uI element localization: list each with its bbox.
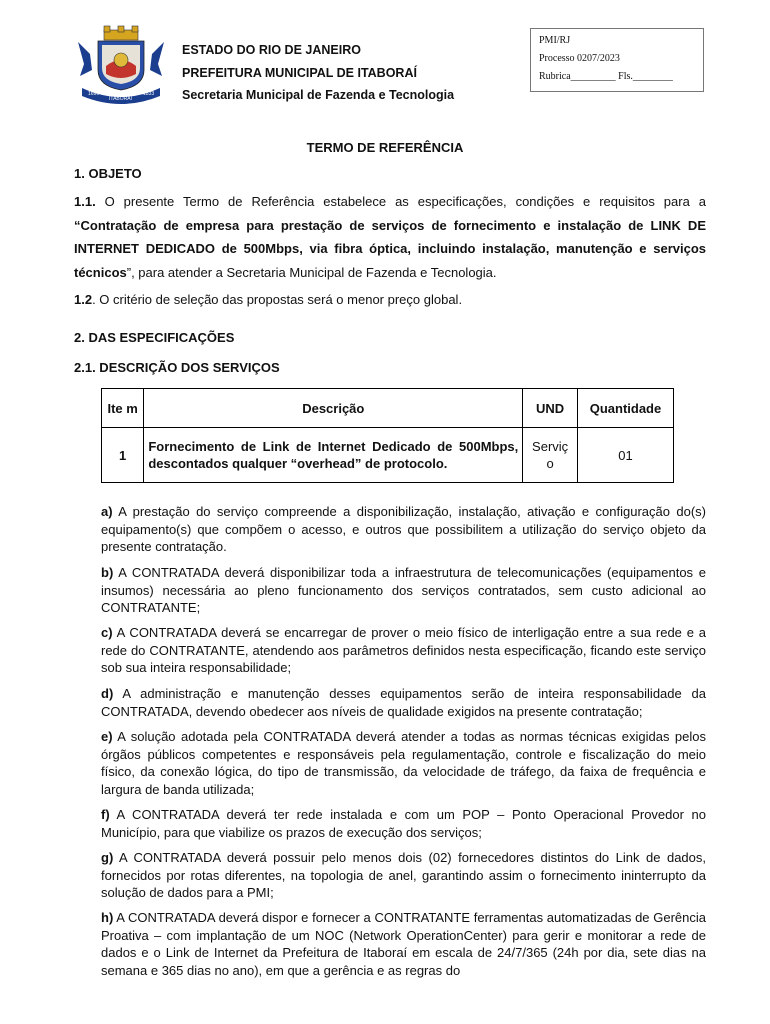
table-header-row (102, 389, 674, 428)
section-2-heading: 2. DAS ESPECIFICAÇÕES (74, 330, 235, 345)
list-item-label: b) (101, 565, 114, 580)
municipal-crest-logo (76, 24, 166, 104)
crest-year-left: 1696 (88, 91, 100, 97)
list-item-e (101, 728, 706, 798)
protocol-signature-line: Rubrica_________ Fls.________ (539, 71, 673, 82)
list-item-text: A CONTRATADA deverá possuir pelo menos dois (02) fornecedores distintos do Link de dados, fornecidos por rotas diferentes, na topologia de anel, garantindo assim o fornecimento ininterrupto da solução de dados para a PMI; (101, 850, 706, 900)
list-item-label: d) (101, 686, 114, 701)
col-header-quantity: Quantidade (577, 389, 673, 428)
paragraph-1-1-intro: O presente Termo de Referência estabelece as especificações, condições e requisitos para a (95, 194, 706, 209)
services-table (101, 388, 674, 483)
document-title: TERMO DE REFERÊNCIA (306, 140, 464, 155)
list-item-f (101, 806, 706, 841)
list-item-text: A administração e manutenção desses equipamentos serão de inteira responsabilidade da CONTRATADA, devendo obedecer aos níveis de qualidade exigidos na presente contratação; (101, 686, 706, 719)
paragraph-1-2-text: . O critério de seleção das propostas será o menor preço global. (92, 292, 463, 307)
list-item-text: A CONTRATADA deverá dispor e fornecer a CONTRATANTE ferramentas automatizadas de Gerência Proativa – com implantação de um NOC (Network OperationCenter) para gerir e monitorar a rede de dados e o Link de Internet da Prefeitura de Itaboraí em escala de 24/7/365 (24h por dia, sete dias na semana e 365 dias no ano), em que a gerência e as regras do (101, 910, 706, 978)
list-item-text: A CONTRATADA deverá disponibilizar toda a infraestrutura de telecomunicações (equipamentos e insumos) necessária ao pleno funcionamento dos serviços contratados, sem custo adicional ao CONTRATANTE; (101, 565, 706, 615)
table-row (102, 428, 674, 483)
cell-quantity: 01 (577, 428, 673, 483)
list-item-text: A solução adotada pela CONTRATADA deverá atender a todas as normas técnicas exigidas pelos órgãos públicos competentes e responsáveis pela regulamentação, controle e fiscalização do meio físico, da conexão lógica, do tipo de transmissão, da velocidade de tráfego, da faixa de frequência e largura de banda utilizada; (101, 729, 706, 797)
cell-description: Fornecimento de Link de Internet Dedicado de 500Mbps, descontados qualquer “overhead” de protocolo. (144, 428, 523, 483)
crest-year-right: 1833 (143, 91, 155, 97)
list-item-b (101, 564, 706, 617)
paragraph-1-2-number: 1.2 (74, 292, 93, 307)
list-item-c (101, 624, 706, 677)
col-header-unit: UND (523, 389, 578, 428)
list-item-label: c) (101, 625, 113, 640)
list-item-h (101, 909, 706, 979)
paragraph-1-1-object: “Contratação de empresa para prestação de serviços de fornecimento e instalação de LINK DE INTERNET DEDICADO de 500Mbps, via fibra óptica, incluindo instalação, manutenção e serviços técnicos (74, 217, 706, 280)
header-state: ESTADO DO RIO DE JANEIRO (182, 43, 361, 57)
section-2-1-number: 2.1 (74, 360, 93, 375)
list-item-d (101, 685, 706, 720)
section-2-1-title: . DESCRIÇÃO DOS SERVIÇOS (92, 360, 280, 375)
list-item-text: A prestação do serviço compreende a disponibilização, instalação, ativação e configuração do(s) equipamento(s) que compõem o acesso, e outros que possibilitem a utilização do serviço objeto da presente contratação. (101, 504, 706, 554)
list-item-text: A CONTRATADA deverá se encarregar de prover o meio físico de interligação entre a sua rede e a rede do CONTRATANTE, atendendo aos parâmetros definidos nesta especificação, ficando este serviço sob sua inteira responsabilidade; (101, 625, 706, 675)
list-item-a (101, 503, 706, 556)
cell-unit: Serviç o (523, 428, 578, 483)
list-item-label: g) (101, 850, 114, 865)
col-header-description: Descrição (144, 389, 523, 428)
cell-item: 1 (102, 428, 144, 483)
section-2-1-heading (74, 360, 280, 375)
list-item-label: f) (101, 807, 110, 822)
paragraph-1-1-end: ”, para atender a Secretaria Municipal de Fazenda e Tecnologia. (126, 264, 497, 280)
paragraph-1-1-number: 1.1. (74, 194, 96, 209)
list-item-label: e) (101, 729, 113, 744)
list-item-label: a) (101, 504, 113, 519)
paragraph-1-1 (74, 190, 706, 284)
list-item-g (101, 849, 706, 902)
paragraph-1-2 (74, 288, 706, 312)
protocol-stamp-box (530, 28, 704, 92)
list-item-text: A CONTRATADA deverá ter rede instalada e com um POP – Ponto Operacional Provedor no Município, para que viabilize os prazos de execução dos serviços; (101, 807, 706, 840)
crest-city-name: ITABORAÍ (109, 96, 132, 102)
header-secretariat: Secretaria Municipal de Fazenda e Tecnologia (182, 88, 455, 102)
header-prefecture: PREFEITURA MUNICIPAL DE ITABORAÍ (182, 66, 417, 80)
list-item-label: h) (101, 910, 114, 925)
protocol-org: PMI/RJ (539, 35, 571, 46)
section-1-heading: 1. OBJETO (74, 166, 142, 181)
col-header-item: Ite m (102, 389, 144, 428)
protocol-process-number: Processo 0207/2023 (539, 53, 620, 64)
